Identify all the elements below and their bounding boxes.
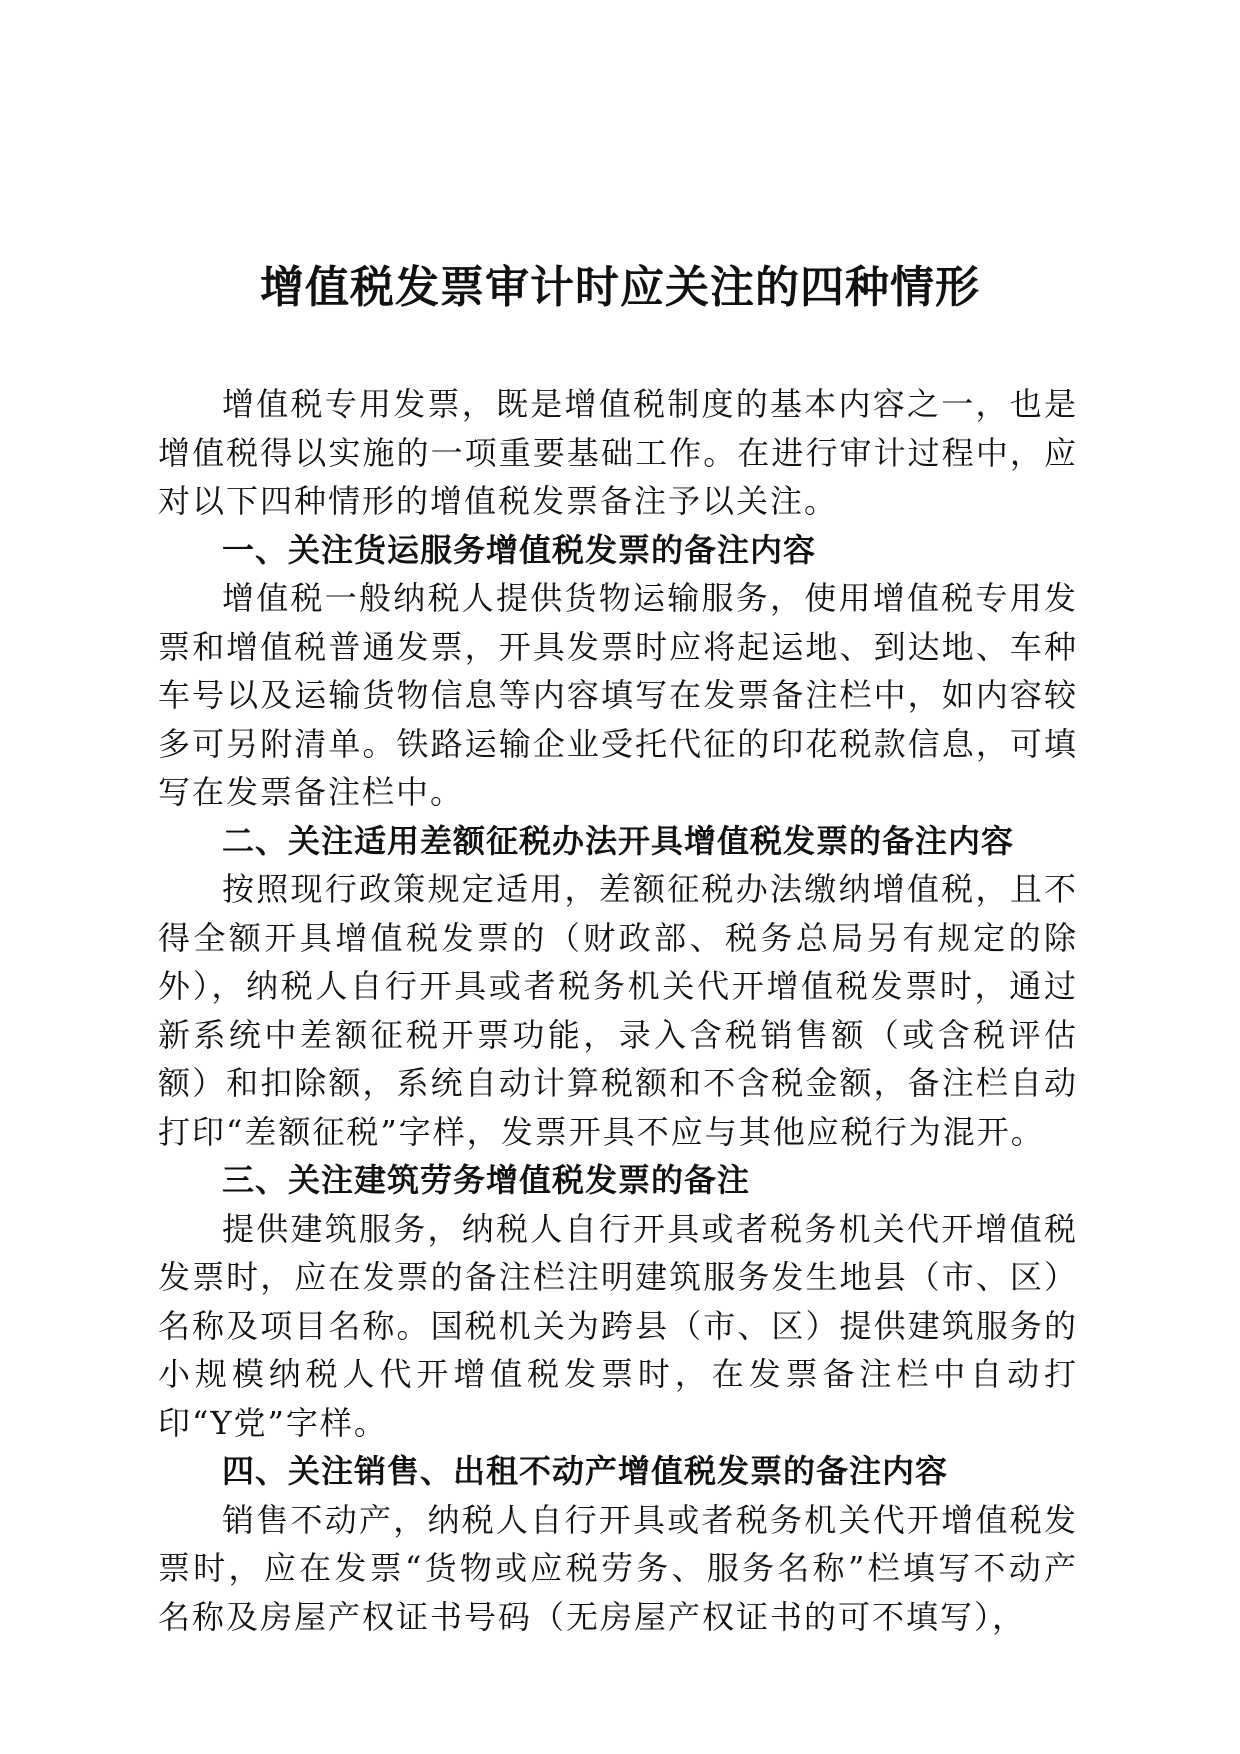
document-body [158,380,1078,1641]
section-2-paragraph: 按照现行政策规定适用，差额征税办法缴纳增值税，且不得全额开具增值税发票的（财政部、税务总局另有规定的除外），纳税人自行开具或者税务机关代开增值税发票时，通过新系统中差额征税开票功能，录入含税销售额（或含税评估额）和扣除额，系统自动计算税额和不含税金额，备注栏自动打印“差额征税”字样，发票开具不应与其他应税行为混开。 [158,870,1078,1151]
section-2-heading: 二、关注适用差额征税办法开具增值税发票的备注内容 [222,821,1015,860]
section-4-paragraph: 销售不动产，纳税人自行开具或者税务机关代开增值税发票时，应在发票“货物或应税劳务、服务名称”栏填写不动产名称及房屋产权证书号码（无房屋产权证书的可不填写）， [158,1500,1078,1636]
section-3-paragraph: 提供建筑服务，纳税人自行开具或者税务机关代开增值税发票时，应在发票的备注栏注明建筑服务发生地县（市、区）名称及项目名称。国税机关为跨县（市、区）提供建筑服务的小规模纳税人代开增值税发票时，在发票备注栏中自动打印“Y党”字样。 [158,1209,1078,1442]
section-3-heading: 三、关注建筑劳务增值税发票的备注 [222,1161,751,1199]
page-title: 增值税发票审计时应关注的四种情形 [260,262,980,313]
section-1-paragraph: 增值税一般纳税人提供货物运输服务，使用增值税专用发票和增值税普通发票，开具发票时应将起运地、到达地、车种车号以及运输货物信息等内容填写在发票备注栏中，如内容较多可另附清单。铁路运输企业受托代征的印花税款信息，可填写在发票备注栏中。 [158,579,1078,811]
intro-paragraph: 增值税专用发票，既是增值税制度的基本内容之一，也是增值税得以实施的一项重要基础工作。在进行审计过程中，应对以下四种情形的增值税发票备注予以关注。 [158,385,1078,520]
section-1-heading: 一、关注货运服务增值税发票的备注内容 [222,530,817,569]
section-4-heading: 四、关注销售、出租不动产增值税发票的备注内容 [222,1452,949,1490]
